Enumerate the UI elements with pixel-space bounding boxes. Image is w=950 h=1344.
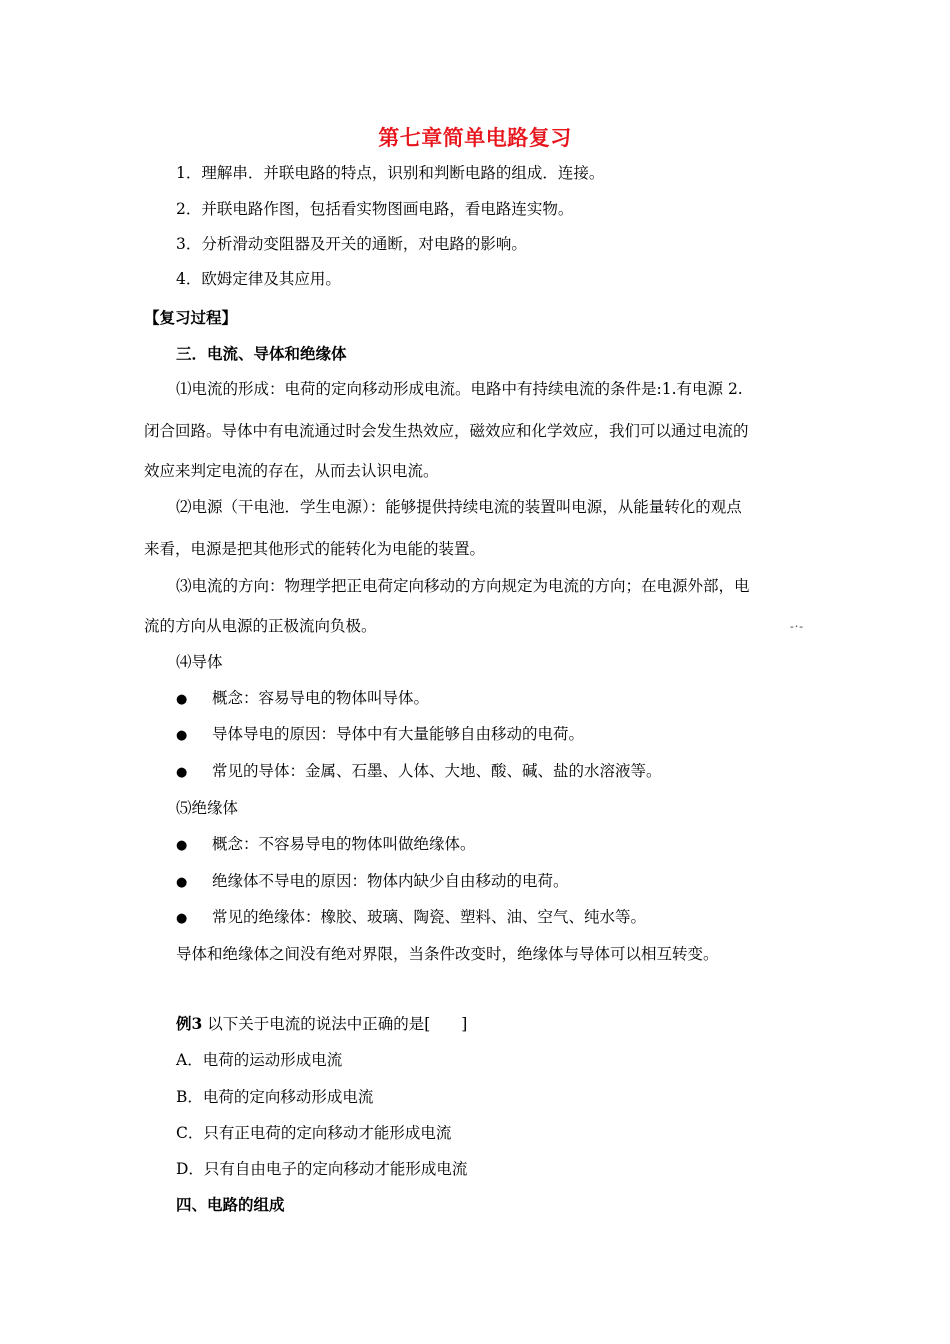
- example3-question: [176, 1013, 467, 1035]
- conclusion-text: 导体和绝缘体之间没有绝对界限，当条件改变时，绝缘体与导体可以相互转变。: [176, 945, 719, 963]
- paragraph-power-source-line1: ⑵电源（干电池．学生电源）：能够提供持续电流的装置叫电源，从能量转化的观点: [176, 498, 742, 516]
- conductor-item-text: 常见的导体：金属、石墨、人体、大地、酸、碱、盐的水溶液等。: [212, 762, 662, 780]
- example3-option-a: A．电荷的运动形成电流: [176, 1051, 343, 1069]
- paragraph-current-direction-line1: ⑶电流的方向：物理学把正电荷定向移动的方向规定为电流的方向；在电源外部，电: [176, 577, 750, 595]
- paragraph-power-source-line2: 来看，电源是把其他形式的能转化为电能的装置。: [144, 540, 486, 558]
- bullet-icon: ●: [176, 765, 188, 780]
- objective-2: 2．并联电路作图，包括看实物图画电路，看电路连实物。: [176, 200, 574, 218]
- paragraph-current-direction-line2: 流的方向从电源的正极流向负极。: [144, 617, 377, 635]
- bullet-icon: ●: [176, 838, 188, 853]
- example3-label: 例3: [176, 1014, 203, 1033]
- conductor-item-text: 导体导电的原因：导体中有大量能够自由移动的电荷。: [212, 725, 585, 743]
- insulator-item: [176, 870, 569, 894]
- objective-4: 4．欧姆定律及其应用。: [176, 270, 341, 288]
- section3-heading: 三．电流、导体和绝缘体: [176, 344, 347, 363]
- conductor-item-text: 概念：容易导电的物体叫导体。: [212, 689, 430, 707]
- bullet-icon: ●: [176, 911, 188, 926]
- insulator-item: [176, 906, 646, 930]
- conductor-heading: ⑷导体: [176, 653, 223, 671]
- objective-1: 1．理解串．并联电路的特点，识别和判断电路的组成．连接。: [176, 164, 605, 182]
- page-title: 第七章简单电路复习: [378, 125, 572, 150]
- section4-heading: 四、电路的组成: [176, 1195, 285, 1214]
- margin-mark: -·-: [790, 620, 804, 633]
- bullet-icon: ●: [176, 728, 188, 743]
- insulator-heading: ⑸绝缘体: [176, 799, 239, 817]
- insulator-item-text: 概念：不容易导电的物体叫做绝缘体。: [212, 835, 476, 853]
- example3-option-c: C．只有正电荷的定向移动才能形成电流: [176, 1124, 452, 1142]
- objective-3: 3．分析滑动变阻器及开关的通断，对电路的影响。: [176, 235, 527, 253]
- insulator-item: [176, 833, 476, 857]
- paragraph-current-formation-line3: 效应来判定电流的存在，从而去认识电流。: [144, 462, 439, 480]
- bullet-icon: ●: [176, 875, 188, 890]
- conductor-item: [176, 687, 429, 711]
- paragraph-current-formation-line2: 闭合回路。导体中有电流通过时会发生热效应，磁效应和化学效应，我们可以通过电流的: [144, 422, 749, 440]
- conductor-item: [176, 760, 662, 784]
- conductor-item: [176, 723, 584, 747]
- bullet-icon: ●: [176, 692, 188, 707]
- paragraph-current-formation-line1: ⑴电流的形成：电荷的定向移动形成电流。电路中有持续电流的条件是:1.有电源 2.: [176, 380, 743, 398]
- example3-option-b: B．电荷的定向移动形成电流: [176, 1088, 374, 1106]
- review-heading: 【复习过程】: [144, 308, 238, 327]
- example3-question-text: 以下关于电流的说法中正确的是[ ]: [202, 1015, 468, 1033]
- insulator-item-text: 常见的绝缘体：橡胶、玻璃、陶瓷、塑料、油、空气、纯水等。: [212, 908, 647, 926]
- insulator-item-text: 绝缘体不导电的原因：物体内缺少自由移动的电荷。: [212, 872, 569, 890]
- example3-option-d: D．只有自由电子的定向移动才能形成电流: [176, 1160, 468, 1178]
